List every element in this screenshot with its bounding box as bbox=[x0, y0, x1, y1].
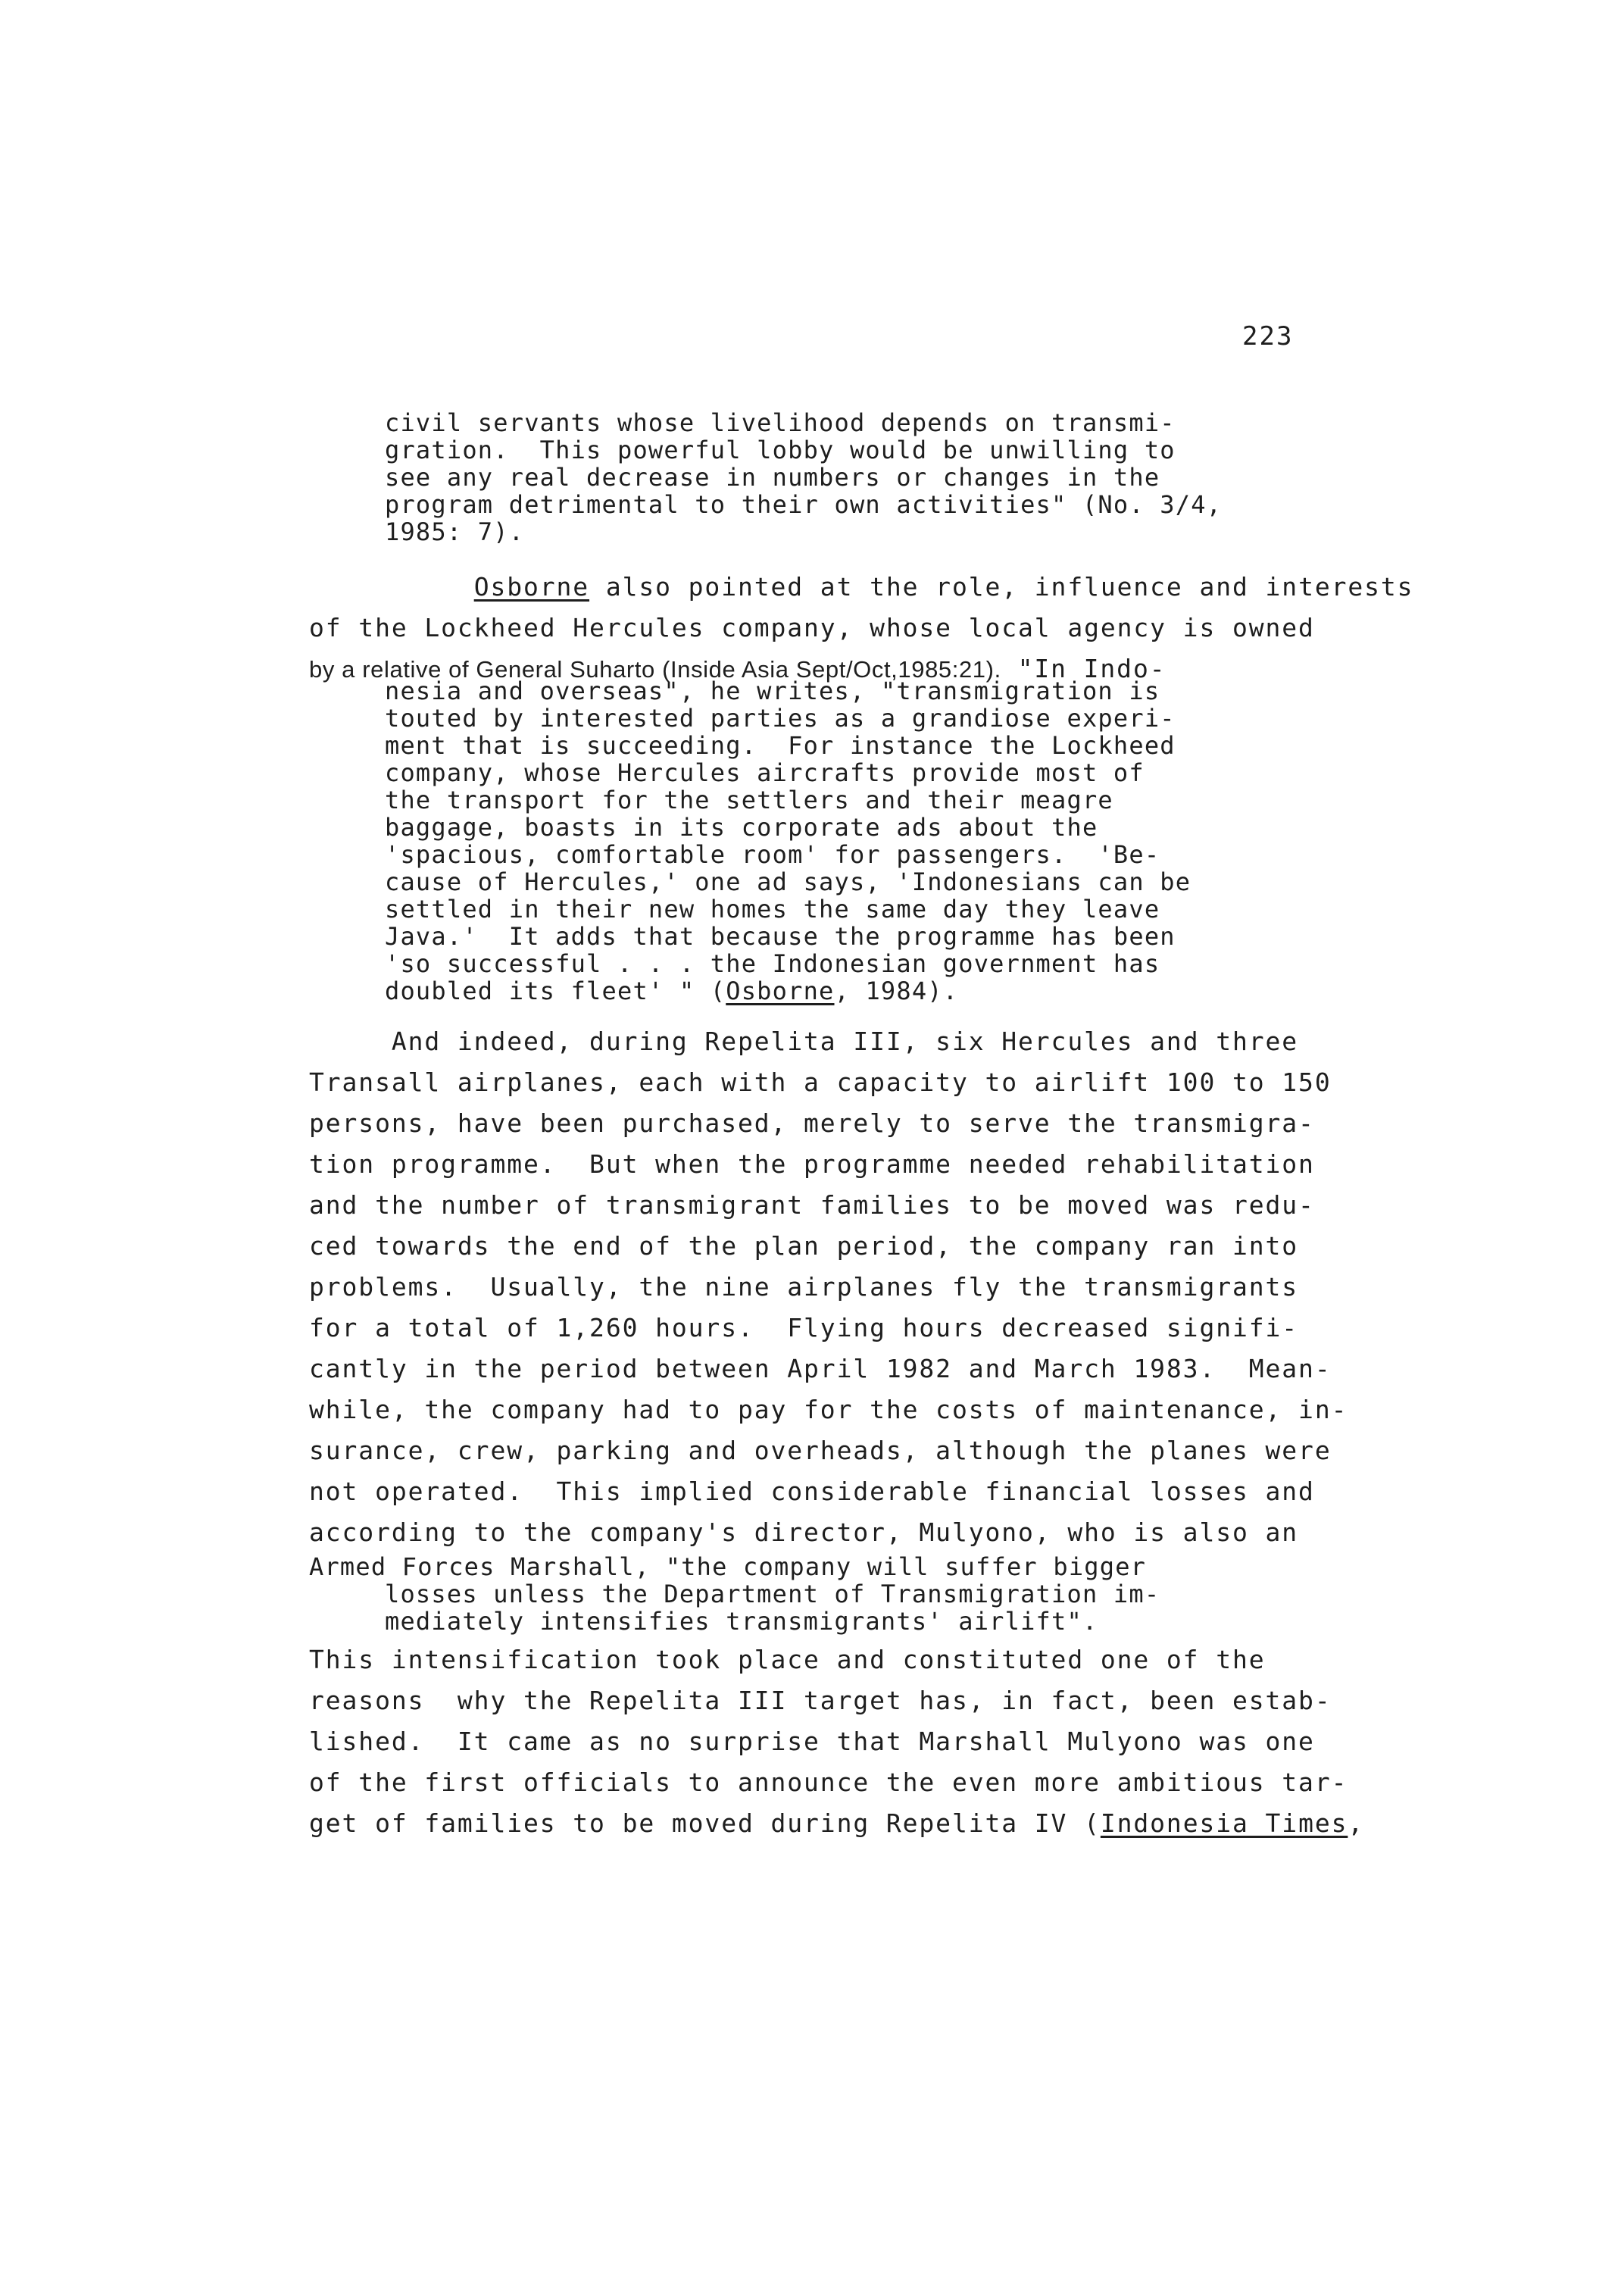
paragraph-line bbox=[309, 1803, 1364, 1844]
quote-line: the transport for the settlers and their meagre bbox=[385, 786, 1113, 814]
quote-line: baggage, boasts in its corporate ads about the bbox=[385, 813, 1098, 842]
paragraph-line: cantly in the period between April 1982 and March 1983. Mean- bbox=[309, 1354, 1332, 1383]
paragraph-line: while, the company had to pay for the costs of maintenance, in- bbox=[309, 1395, 1348, 1424]
paragraph-line: tion programme. But when the programme needed rehabilitation bbox=[309, 1149, 1315, 1179]
quote-text: doubled its fleet' " ( bbox=[385, 977, 726, 1005]
paragraph-line: persons, have been purchased, merely to serve the transmigra- bbox=[309, 1108, 1315, 1138]
quote-line: settled in their new homes the same day they leave bbox=[385, 895, 1160, 924]
paragraph-line: surance, crew, parking and overheads, although the planes were bbox=[309, 1436, 1332, 1465]
quote-line: losses unless the Department of Transmigration im- bbox=[385, 1580, 1160, 1608]
paragraph-line: reasons why the Repelita III target has, in fact, been estab- bbox=[309, 1686, 1332, 1715]
quote-line: 1985: 7). bbox=[385, 517, 525, 546]
quote-line: Java.' It adds that because the programme has been bbox=[385, 922, 1176, 951]
paragraph-text: And indeed, during Repelita III, six Hercules and three bbox=[391, 1027, 1299, 1056]
block-quote-1 bbox=[385, 409, 1222, 545]
paragraph-line: Armed Forces Marshall, "the company will suffer bigger bbox=[309, 1552, 1147, 1581]
paragraph-line: ced towards the end of the plan period, the company ran into bbox=[309, 1231, 1299, 1261]
quote-line: cause of Hercules,' one ad says, 'Indonesians can be bbox=[385, 867, 1191, 896]
block-quote-2 bbox=[385, 677, 1191, 1005]
paragraph-line: and the number of transmigrant families to be moved was redu- bbox=[309, 1190, 1315, 1220]
paragraph-line: problems. Usually, the nine airplanes fly the transmigrants bbox=[309, 1272, 1299, 1302]
author-osborne: Osborne bbox=[726, 977, 835, 1005]
paragraph-3 bbox=[309, 1639, 1364, 1844]
quote-line: 'so successful . . . the Indonesian government has bbox=[385, 949, 1160, 978]
block-quote-3 bbox=[385, 1580, 1160, 1635]
paragraph-line bbox=[309, 1021, 1348, 1062]
quote-line: mediately intensifies transmigrants' airlift". bbox=[385, 1607, 1098, 1636]
paragraph-text: , bbox=[1348, 1808, 1365, 1838]
paragraph-line: of the first officials to announce the even more ambitious tar- bbox=[309, 1767, 1348, 1797]
quote-line: ment that is succeeding. For instance the Lockheed bbox=[385, 731, 1176, 760]
quote-line: see any real decrease in numbers or changes in the bbox=[385, 463, 1160, 492]
page-number: 223 bbox=[1242, 321, 1294, 352]
paragraph-1 bbox=[309, 567, 1413, 689]
paragraph-line bbox=[309, 567, 1413, 608]
paragraph-line: lished. It came as no surprise that Marshall Mulyono was one bbox=[309, 1727, 1315, 1756]
quote-line bbox=[385, 977, 1191, 1005]
paragraph-line: for a total of 1,260 hours. Flying hours decreased signifi- bbox=[309, 1313, 1299, 1342]
paragraph-text: also pointed at the role, influence and interests bbox=[589, 572, 1414, 602]
paragraph-text: "In Indo- bbox=[1001, 654, 1166, 683]
paragraph-line: This intensification took place and constituted one of the bbox=[309, 1645, 1266, 1674]
quote-line: nesia and overseas", he writes, "transmigration is bbox=[385, 677, 1160, 705]
author-osborne: Osborne bbox=[473, 572, 590, 602]
paragraph-text: get of families to be moved during Repelita IV ( bbox=[309, 1808, 1101, 1838]
quote-text: , 1984). bbox=[834, 977, 959, 1005]
paragraph-2-quote-start bbox=[309, 1553, 1146, 1580]
paragraph-line: according to the company's director, Mulyono, who is also an bbox=[309, 1517, 1299, 1547]
quote-line: gration. This powerful lobby would be unwilling to bbox=[385, 436, 1176, 464]
source-indonesia-times: Indonesia Times bbox=[1100, 1808, 1348, 1838]
quote-line: 'spacious, comfortable room' for passengers. 'Be- bbox=[385, 840, 1160, 869]
quote-line: touted by interested parties as a grandiose experi- bbox=[385, 704, 1176, 733]
paragraph-line: of the Lockheed Hercules company, whose local agency is owned bbox=[309, 613, 1315, 642]
paragraph-line: not operated. This implied considerable financial losses and bbox=[309, 1477, 1315, 1506]
typed-insert: by a relative of General Suharto (Inside Asia Sept/Oct,1985:21). bbox=[309, 656, 1001, 683]
paragraph-2 bbox=[309, 1021, 1348, 1553]
quote-line: company, whose Hercules aircrafts provide most of bbox=[385, 758, 1145, 787]
quote-line: civil servants whose livelihood depends on transmi- bbox=[385, 408, 1176, 437]
quote-line: program detrimental to their own activities" (No. 3/4, bbox=[385, 490, 1223, 519]
paragraph-line: Transall airplanes, each with a capacity to airlift 100 to 150 bbox=[309, 1067, 1332, 1097]
